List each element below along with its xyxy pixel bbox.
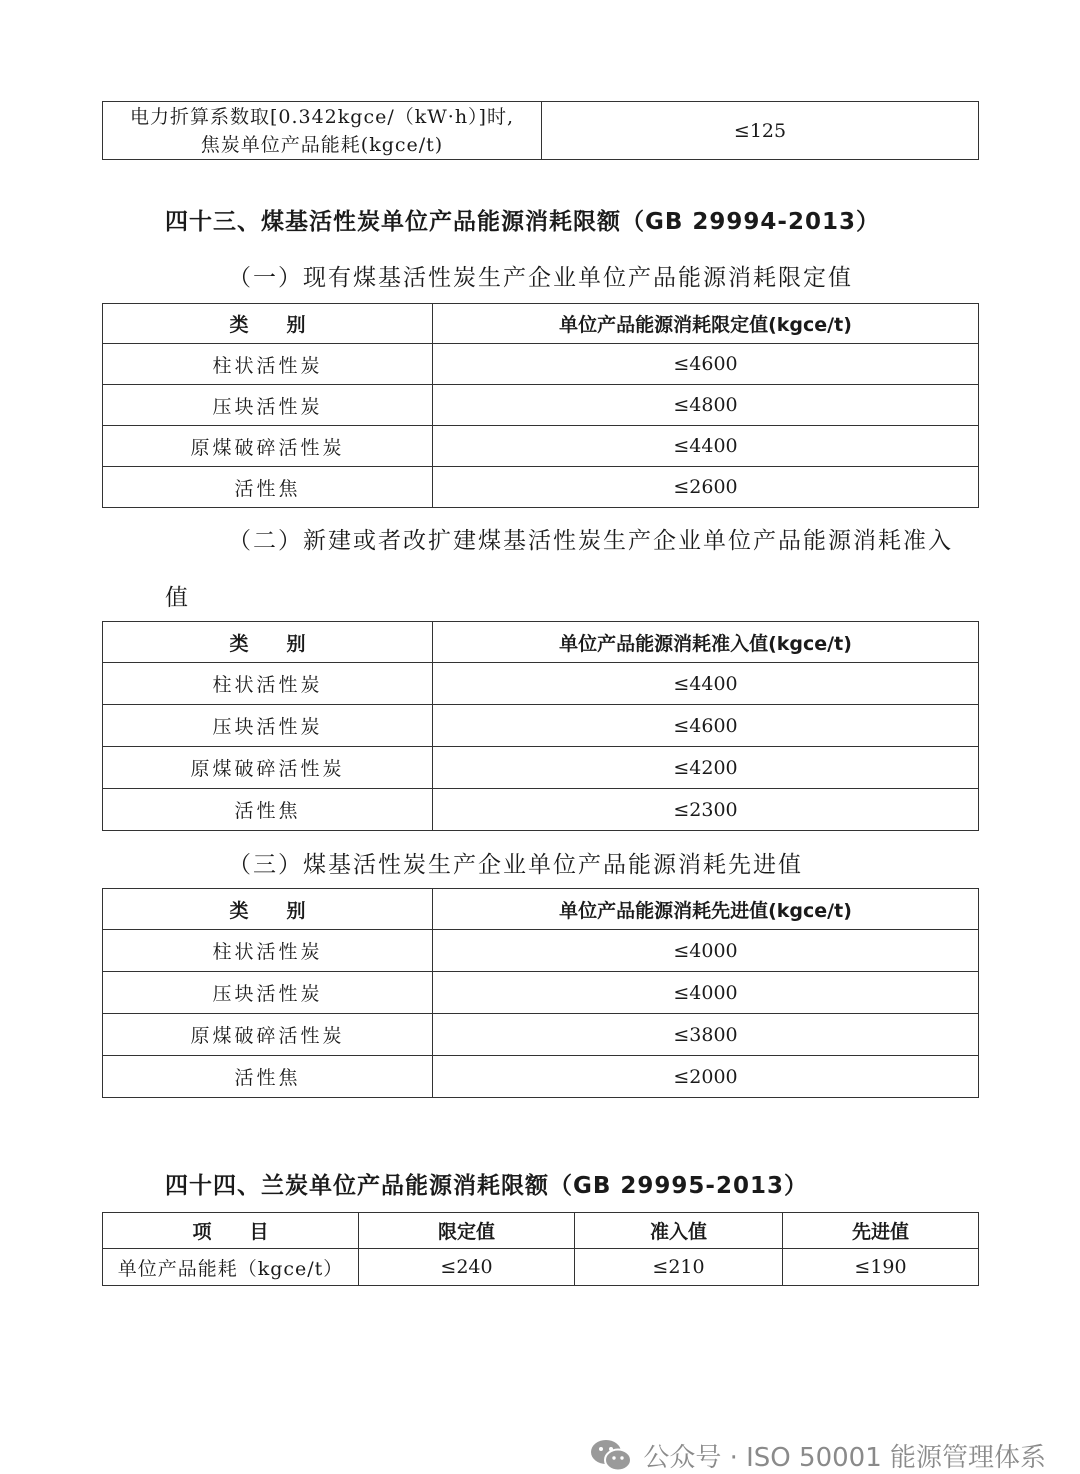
value-cell: ≤4000 [433, 972, 979, 1014]
table-row [103, 344, 979, 385]
s44-header-item: 项 目 [103, 1213, 359, 1249]
s44-entry-cell: ≤210 [575, 1249, 783, 1286]
category-cell: 原煤破碎活性炭 [103, 1014, 433, 1056]
sub3-header-category: 类 别 [103, 889, 433, 930]
category-cell: 活性焦 [103, 1056, 433, 1098]
category-cell: 活性焦 [103, 789, 433, 831]
section44-title: 四十四、兰炭单位产品能源消耗限额（GB 29995-2013） [165, 1173, 808, 1199]
table-row [103, 385, 979, 426]
top-table-label-line2: 焦炭单位产品能耗(kgce/t) [200, 133, 444, 156]
value-cell: ≤2000 [433, 1056, 979, 1098]
category-cell: 原煤破碎活性炭 [103, 426, 433, 467]
top-table-value: ≤125 [542, 102, 979, 160]
watermark [589, 1437, 1046, 1474]
wechat-icon [589, 1438, 633, 1474]
category-cell: 柱状活性炭 [103, 344, 433, 385]
value-cell: ≤4600 [433, 705, 979, 747]
sub3-header-value: 单位产品能源消耗先进值(kgce/t) [433, 889, 979, 930]
watermark-text: 公众号 · ISO 50001 能源管理体系 [643, 1443, 1046, 1473]
sub1-title: （一）现有煤基活性炭生产企业单位产品能源消耗限定值 [228, 265, 853, 291]
sub1-table [102, 303, 979, 508]
value-cell: ≤2600 [433, 467, 979, 508]
value-cell: ≤4400 [433, 663, 979, 705]
value-cell: ≤4600 [433, 344, 979, 385]
sub2-title-line2: 值 [165, 585, 190, 611]
category-cell: 压块活性炭 [103, 385, 433, 426]
value-cell: ≤4000 [433, 930, 979, 972]
category-cell: 压块活性炭 [103, 972, 433, 1014]
table-row [103, 1014, 979, 1056]
sub3-table [102, 888, 979, 1098]
category-cell: 柱状活性炭 [103, 930, 433, 972]
category-cell: 原煤破碎活性炭 [103, 747, 433, 789]
category-cell: 柱状活性炭 [103, 663, 433, 705]
table-row [103, 1056, 979, 1098]
top-table [102, 101, 979, 160]
table-row [103, 789, 979, 831]
table-row [103, 467, 979, 508]
value-cell: ≤2300 [433, 789, 979, 831]
sub2-header-value: 单位产品能源消耗准入值(kgce/t) [433, 622, 979, 663]
s44-limit-cell: ≤240 [359, 1249, 575, 1286]
section43-title: 四十三、煤基活性炭单位产品能源消耗限额（GB 29994-2013） [165, 209, 880, 235]
sub1-header-category: 类 别 [103, 304, 433, 344]
table-row [103, 663, 979, 705]
s44-header-entry: 准入值 [575, 1213, 783, 1249]
sub3-title: （三）煤基活性炭生产企业单位产品能源消耗先进值 [228, 852, 803, 878]
top-table-label-line1: 电力折算系数取[0.342kgce/（kW·h）]时, [129, 105, 515, 128]
sub2-table [102, 621, 979, 831]
s44-header-advanced: 先进值 [783, 1213, 979, 1249]
value-cell: ≤4200 [433, 747, 979, 789]
sub2-header-category: 类 别 [103, 622, 433, 663]
category-cell: 压块活性炭 [103, 705, 433, 747]
table-row [103, 930, 979, 972]
s44-item-cell: 单位产品能耗（kgce/t） [103, 1249, 359, 1286]
s44-advanced-cell: ≤190 [783, 1249, 979, 1286]
table-row [103, 426, 979, 467]
top-table-label [103, 102, 542, 160]
table-row [103, 1249, 979, 1286]
s44-header-limit: 限定值 [359, 1213, 575, 1249]
section44-table [102, 1212, 979, 1286]
value-cell: ≤4400 [433, 426, 979, 467]
sub2-title-line1: （二）新建或者改扩建煤基活性炭生产企业单位产品能源消耗准入 [228, 528, 953, 554]
value-cell: ≤3800 [433, 1014, 979, 1056]
sub1-header-value: 单位产品能源消耗限定值(kgce/t) [433, 304, 979, 344]
category-cell: 活性焦 [103, 467, 433, 508]
table-row [103, 705, 979, 747]
value-cell: ≤4800 [433, 385, 979, 426]
table-row [103, 747, 979, 789]
table-row [103, 972, 979, 1014]
